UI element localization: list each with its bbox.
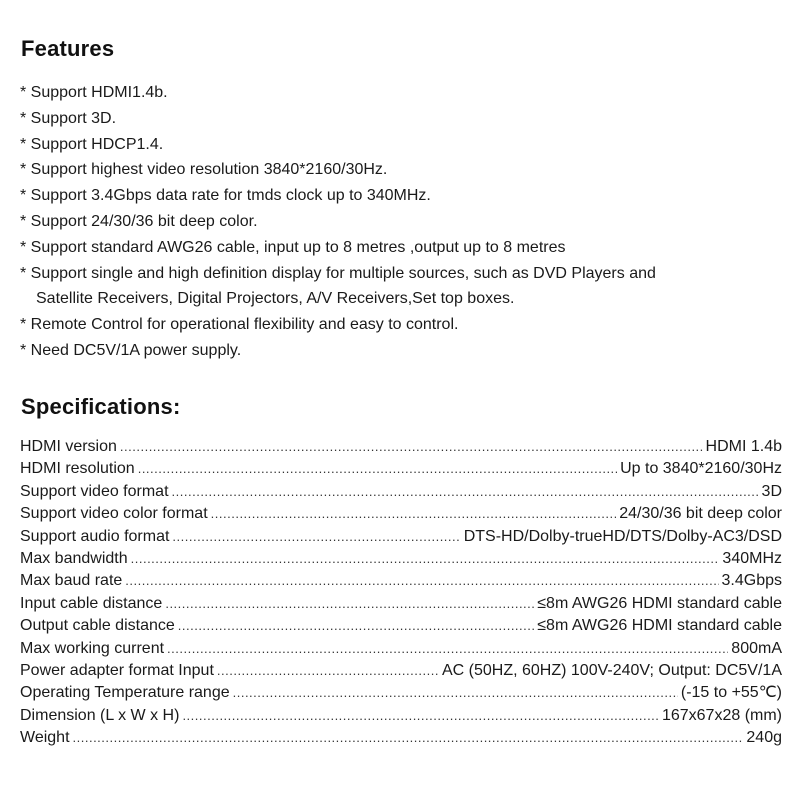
spec-value: Up to 3840*2160/30Hz [620, 460, 782, 478]
spec-row-max-baud-rate [20, 570, 782, 592]
feature-item: * Support HDCP1.4. [20, 135, 164, 153]
feature-item: * Support HDMI1.4b. [20, 84, 168, 101]
spec-row-input-cable-distance [20, 593, 782, 615]
spec-label: Max working current [20, 639, 165, 657]
feature-item: * Support 3.4Gbps data rate for tmds clock up to 340MHz. [20, 187, 431, 205]
spec-label: Operating Temperature range [20, 684, 230, 702]
feature-item: * Need DC5V/1A power supply. [20, 341, 242, 359]
dot-leader [182, 705, 659, 727]
feature-item: * Support highest video resolution 3840*2160/30Hz. [20, 161, 388, 179]
dot-leader [138, 458, 617, 480]
spec-value: 167x67x28 (mm) [661, 706, 782, 724]
dot-leader [165, 593, 534, 615]
feature-item: * Support 24/30/36 bit deep color. [20, 212, 258, 230]
spec-value: 3D [761, 482, 782, 500]
specifications-table [20, 436, 782, 750]
spec-row-operating-temperature [20, 682, 782, 704]
dot-leader [211, 503, 617, 525]
spec-value: 800mA [731, 639, 782, 657]
dot-leader [172, 481, 759, 503]
spec-value: ≤8m AWG26 HDMI standard cable [537, 617, 782, 635]
spec-row-audio-format [20, 526, 782, 548]
dot-leader [73, 727, 744, 749]
spec-row-hdmi-version [20, 436, 782, 458]
spec-row-video-format [20, 481, 782, 503]
spec-label: Support video format [20, 482, 169, 500]
spec-row-max-working-current [20, 638, 782, 660]
spec-row-dimension [20, 705, 782, 727]
spec-label: HDMI resolution [20, 460, 135, 478]
dot-leader [233, 682, 678, 704]
spec-value: HDMI 1.4b [705, 438, 782, 455]
features-list [20, 80, 790, 364]
dot-leader [178, 615, 535, 637]
spec-label: Weight [20, 729, 70, 747]
feature-item: * Support standard AWG26 cable, input up to 8 metres ,output up to 8 metres [20, 238, 566, 256]
spec-label: Max baud rate [20, 572, 123, 590]
feature-item: * Support 3D. [20, 109, 117, 127]
dot-leader [125, 570, 718, 592]
spec-row-power-adapter [20, 660, 782, 682]
feature-item [20, 261, 790, 313]
dot-leader [167, 638, 728, 660]
spec-label: HDMI version [20, 438, 117, 455]
spec-value: 3.4Gbps [721, 572, 782, 590]
spec-label: Output cable distance [20, 617, 175, 635]
spec-label: Support video color format [20, 505, 208, 523]
spec-label: Power adapter format Input [20, 662, 214, 680]
dot-leader [131, 548, 720, 570]
spec-value: DTS-HD/Dolby-trueHD/DTS/Dolby-AC3/DSD [463, 527, 782, 545]
spec-row-weight [20, 727, 782, 749]
specifications-heading: Specifications: [21, 394, 181, 419]
spec-label: Support audio format [20, 527, 170, 545]
spec-value: 240g [746, 729, 782, 747]
spec-label: Input cable distance [20, 594, 163, 612]
feature-item-continuation: Satellite Receivers, Digital Projectors, A/V Receivers,Set top boxes. [36, 290, 515, 308]
dot-leader [120, 436, 703, 458]
spec-row-output-cable-distance [20, 615, 782, 637]
feature-item: * Remote Control for operational flexibility and easy to control. [20, 316, 459, 334]
spec-row-video-color-format [20, 503, 782, 525]
spec-value: 24/30/36 bit deep color [619, 505, 782, 523]
spec-row-hdmi-resolution [20, 458, 782, 480]
spec-value: (-15 to +55℃) [680, 684, 782, 702]
spec-label: Max bandwidth [20, 550, 128, 568]
dot-leader [217, 660, 439, 682]
spec-value: 340MHz [722, 550, 782, 568]
dot-leader [172, 526, 460, 548]
feature-item-line: * Support single and high definition display for multiple sources, such as DVD Players and [20, 264, 656, 282]
spec-value: ≤8m AWG26 HDMI standard cable [537, 594, 782, 612]
spec-value: AC (50HZ, 60HZ) 100V-240V; Output: DC5V/1A [441, 662, 782, 680]
spec-label: Dimension (L x W x H) [20, 706, 180, 724]
spec-row-max-bandwidth [20, 548, 782, 570]
features-heading: Features [21, 36, 115, 61]
